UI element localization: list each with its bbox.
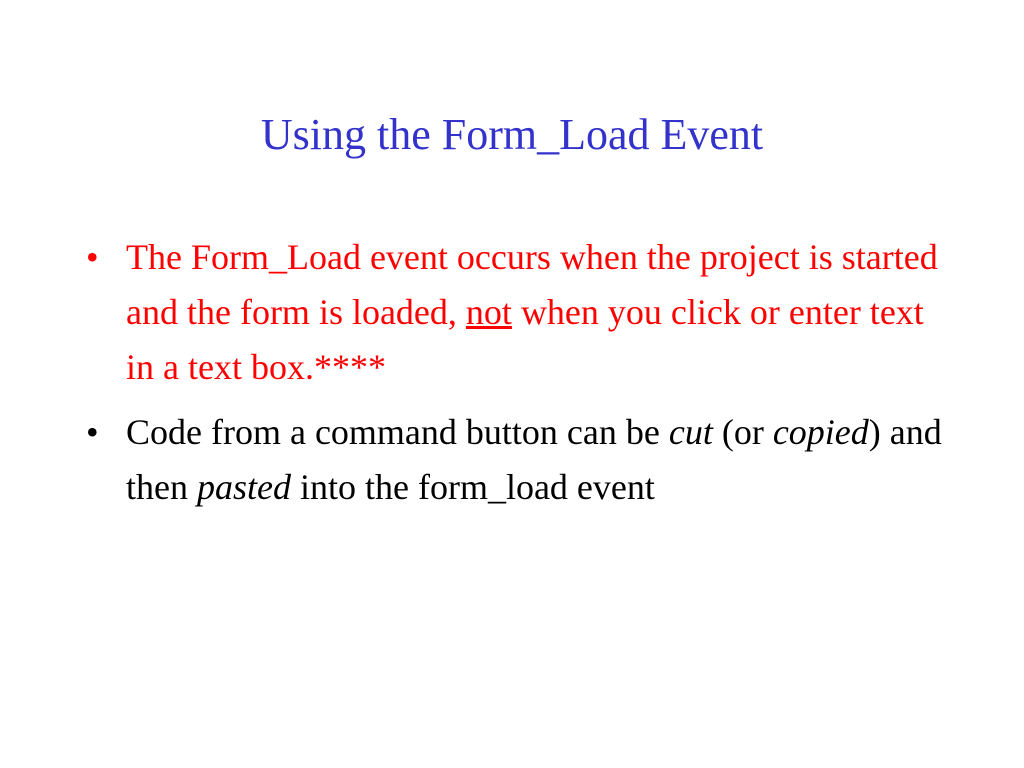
bullet-text-part: when you click or enter text in a text box.**** <box>126 292 924 387</box>
bullet-marker: • <box>86 412 99 452</box>
bullet-text-part: Code from a command button can be <box>126 412 669 452</box>
italic-emphasis-copied: copied <box>772 412 869 452</box>
slide-title: Using the Form_Load Event <box>260 110 764 159</box>
bullet-item-form-load <box>84 230 954 395</box>
bullet-text-part: (or <box>712 412 773 452</box>
bullet-marker: • <box>86 237 99 277</box>
italic-emphasis-cut: cut <box>668 412 713 452</box>
underlined-emphasis: not <box>465 292 512 332</box>
italic-emphasis-pasted: pasted <box>196 467 291 507</box>
bullet-text-part: ) and then <box>126 412 942 507</box>
bullet-text-part: into the form_load event <box>290 467 655 507</box>
bullet-list <box>84 230 954 525</box>
bullet-item-code-copy <box>84 405 954 515</box>
bullet-text-part: The Form_Load event occurs when the project is started and the form is loaded, <box>126 237 938 332</box>
